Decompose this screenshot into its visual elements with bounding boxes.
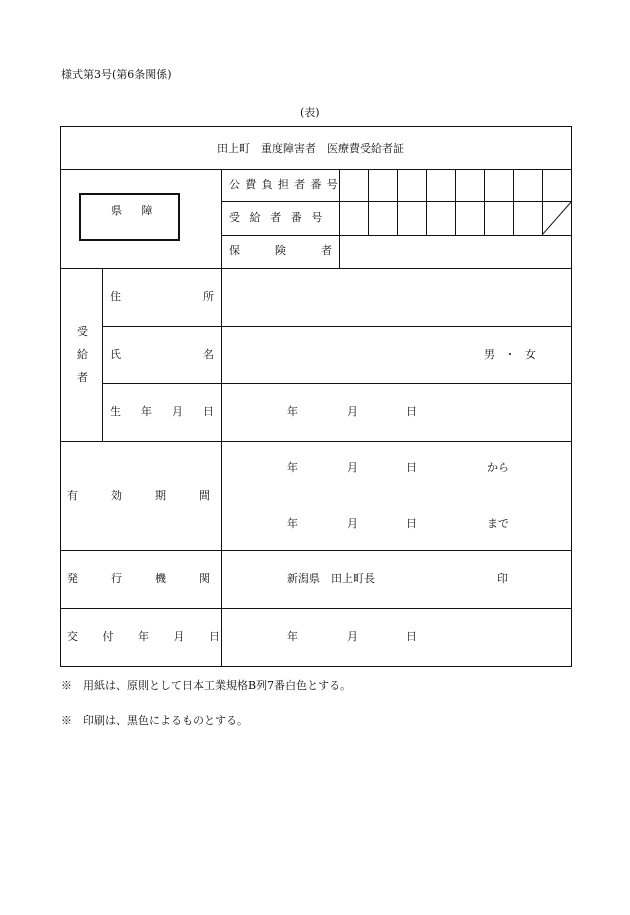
birth-date-label: 生年月日 <box>110 405 234 418</box>
form-number: 様式第3号(第6条関係) <box>61 68 172 81</box>
stamp-box-label: 県 障 <box>111 204 161 217</box>
valid-until-year: 年 <box>287 517 298 530</box>
issue-date-label: 交付年月日 <box>67 630 245 643</box>
sex-choice: 男 ・ 女 <box>484 348 539 361</box>
note-printing: ※ 印刷は、黒色によるものとする。 <box>61 714 248 727</box>
issuer-value: 新潟県 田上町長 <box>287 572 375 585</box>
address-label: 住所 <box>110 290 296 303</box>
certificate-title: 田上町 重度障害者 医療費受給者証 <box>217 142 404 155</box>
rule <box>102 383 572 384</box>
rule <box>221 169 222 667</box>
digit-cell-divider <box>513 169 514 235</box>
issue-month: 月 <box>347 630 358 643</box>
validity-period-label: 有効期間 <box>67 489 243 502</box>
public-payer-number-label: 公費負担者番号 <box>229 178 344 191</box>
recipient-group-label: 受給者 <box>77 325 88 384</box>
rule <box>102 326 572 327</box>
rule <box>60 268 572 269</box>
rule <box>60 441 572 442</box>
rule <box>102 268 103 441</box>
issue-day: 日 <box>406 630 417 643</box>
rule <box>60 550 572 551</box>
issuer-label: 発行機関 <box>67 572 243 585</box>
valid-from-day: 日 <box>406 461 417 474</box>
digit-cell-divider <box>426 169 427 235</box>
side-label: (表) <box>300 106 320 119</box>
recipient-number-label: 受給者番号 <box>229 211 332 224</box>
rule <box>60 608 572 609</box>
name-label: 氏名 <box>110 348 296 361</box>
digit-cell-divider <box>397 169 398 235</box>
diagonal-slash <box>542 201 572 235</box>
birth-month: 月 <box>347 405 358 418</box>
seal-mark: 印 <box>497 572 508 585</box>
rule <box>221 235 572 236</box>
valid-from-year: 年 <box>287 461 298 474</box>
valid-until-day: 日 <box>406 517 417 530</box>
digit-cell-divider <box>455 169 456 235</box>
valid-until-suffix: まで <box>487 517 509 530</box>
issue-year: 年 <box>287 630 298 643</box>
insurer-label: 保険者 <box>229 244 367 257</box>
note-paper: ※ 用紙は、原則として日本工業規格B列7番白色とする。 <box>61 679 352 692</box>
rule <box>60 169 572 170</box>
digit-cell-divider <box>368 169 369 235</box>
valid-from-suffix: から <box>487 461 509 474</box>
birth-year: 年 <box>287 405 298 418</box>
stamp-box <box>79 193 180 241</box>
valid-until-month: 月 <box>347 517 358 530</box>
valid-from-month: 月 <box>347 461 358 474</box>
digit-cell-divider <box>484 169 485 235</box>
birth-day: 日 <box>406 405 417 418</box>
